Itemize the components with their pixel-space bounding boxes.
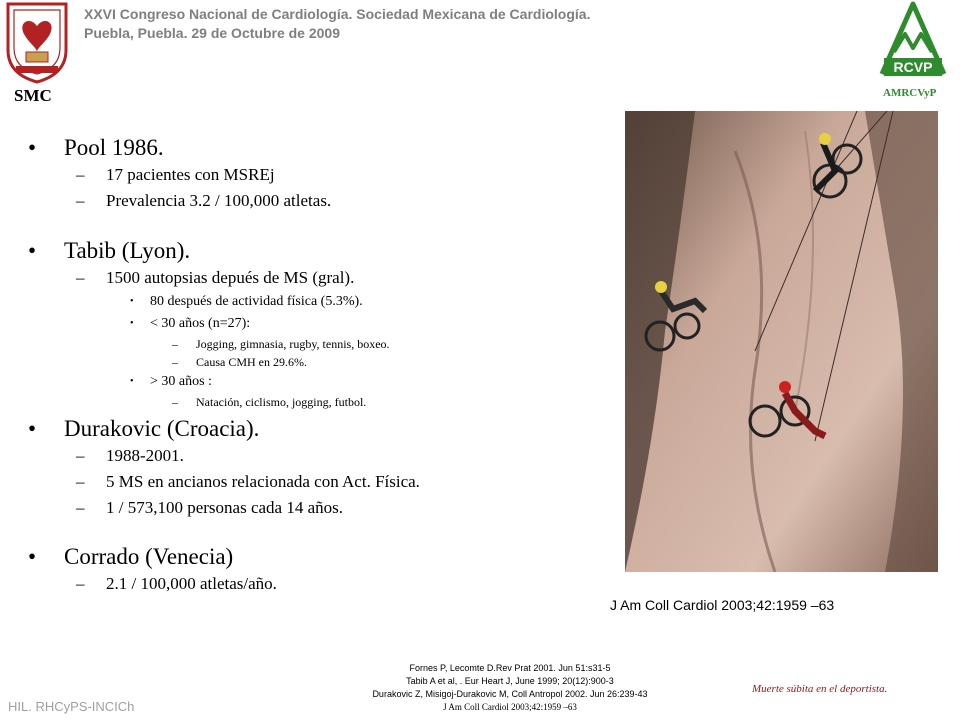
slide-content	[26, 134, 606, 597]
bullet-dot-icon: •	[28, 544, 37, 569]
bullet-pool	[26, 134, 606, 162]
rcvp-logo	[872, 0, 954, 82]
bullet-text: Pool 1986.	[64, 135, 164, 160]
sub-bullet: – 5 MS en ancianos relacionada con Act. Física.	[76, 472, 420, 491]
footer-topic: Muerte súbita en el deportista.	[752, 683, 888, 695]
bullet-dot-icon: •	[28, 135, 37, 160]
sub-bullet: – 2.1 / 100,000 atletas/año.	[76, 574, 277, 593]
reference-line: Tabib A et al, . Eur Heart J, June 1999; 20(12):900-3	[406, 676, 614, 686]
smc-label: SMC	[14, 86, 52, 105]
reference-line: J Am Coll Cardiol 2003;42:1959 –63	[443, 702, 577, 712]
amrcvyp-label: AMRCVyP	[883, 87, 937, 99]
fourth-level-bullet: – Jogging, gimnasia, rugby, tennis, boxeo.	[172, 337, 390, 351]
photo-caption: J Am Coll Cardiol 2003;42:1959 –63	[610, 597, 835, 613]
bullet-text: Corrado (Venecia)	[64, 544, 234, 569]
sub-bullet: – 1988-2001.	[76, 446, 184, 465]
bullet-durakovic	[26, 415, 606, 443]
sub-bullet: – 1 / 573,100 personas cada 14 años.	[76, 498, 344, 517]
reference-line: Durakovic Z, Misigoj-Durakovic M, Coll Antropol 2002. Jun 26:239-43	[372, 689, 648, 699]
sub-bullet: – 17 pacientes con MSREj	[76, 165, 275, 184]
footer-author: HIL. RHCyPS-INCICh	[8, 699, 135, 714]
reference-line: Fornes P, Lecomte D.Rev Prat 2001. Jun 51:s31-5	[409, 663, 611, 673]
bullet-text: Durakovic (Croacia).	[64, 416, 260, 441]
bullet-text: Tabib (Lyon).	[64, 238, 191, 263]
fourth-level-bullet: – Causa CMH en 29.6%.	[172, 355, 307, 369]
cliff-cyclists-photo	[625, 111, 938, 572]
sub-bullet: – 1500 autopsias depués de MS (gral).	[76, 268, 355, 287]
rcvp-logo-text: RCVP	[893, 59, 933, 75]
sub-bullet: – Prevalencia 3.2 / 100,000 atletas.	[76, 191, 332, 210]
congress-title: XXVI Congreso Nacional de Cardiología. Sociedad Mexicana de Cardiología.	[84, 6, 591, 22]
bullet-tabib	[26, 237, 606, 265]
bullet-corrado	[26, 543, 606, 571]
congress-location-date: Puebla, Puebla. 29 de Octubre de 2009	[84, 25, 340, 41]
bullet-dot-icon: •	[28, 238, 37, 263]
smc-logo	[2, 0, 72, 86]
third-level-bullet: • < 30 años (n=27):	[130, 316, 251, 331]
fourth-level-bullet: – Natación, ciclismo, jogging, futbol.	[172, 395, 367, 409]
references	[300, 662, 720, 714]
third-level-bullet: • 80 después de actividad física (5.3%).	[130, 294, 363, 309]
bullet-dot-icon: •	[28, 416, 37, 441]
third-level-bullet: • > 30 años :	[130, 374, 212, 389]
